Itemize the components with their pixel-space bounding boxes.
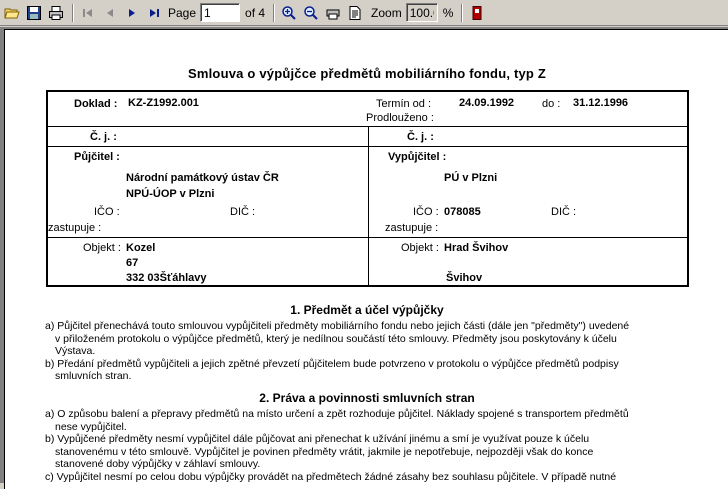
doklad-value: KZ-Z1992.001: [128, 97, 199, 109]
termin-do-value: 31.12.1996: [573, 97, 629, 109]
section-2-text: [45, 408, 685, 483]
zoom-unit: %: [442, 5, 454, 20]
page-total: of 4: [245, 5, 266, 20]
vypujcitel-zastupuje-label: zastupuje :: [385, 222, 439, 234]
section-1-title: 1. Předmět a účel výpůjčky: [290, 303, 444, 317]
pujcitel-name-1: Národní památkový ústav ČR: [126, 172, 279, 184]
toolbar-separator: [273, 4, 275, 22]
vypujcitel-ico-value: 078085: [444, 206, 481, 218]
pujcitel-zastupuje-label: zastupuje :: [48, 222, 102, 234]
section-2-b-line-3: stanovené doby výpůjčky v záhlaví smlouvy.: [55, 458, 261, 470]
divider: [368, 127, 369, 285]
vypujcitel-dic-label: DIČ :: [551, 206, 577, 218]
print-icon[interactable]: [46, 3, 66, 23]
zoom-input[interactable]: [406, 3, 438, 22]
pujcitel-name-2: NPÚ-ÚOP v Plzni: [126, 188, 215, 200]
report-page: [4, 29, 728, 489]
termin-label: Termín od :: [376, 98, 432, 110]
section-1-a-line-1: a) Půjčitel přenechává touto smlouvou vypůjčiteli předměty mobiliárního fondu nebo jejich části (dále jen "předměty") uvedené: [45, 320, 630, 332]
prodlouzeno-label: Prodlouženo :: [366, 112, 434, 124]
pujcitel-dic-label: DIČ :: [230, 206, 256, 218]
exit-icon[interactable]: [467, 3, 487, 23]
vypujcitel-name: PÚ v Plzni: [444, 172, 498, 184]
vypujcitel-label: Vypůjčitel :: [388, 151, 447, 163]
pujcitel-objekt-label: Objekt :: [83, 242, 121, 254]
section-2-title: 2. Práva a povinnosti smluvních stran: [259, 391, 475, 405]
vypujcitel-ico-label: IČO :: [413, 206, 439, 218]
vypujcitel-objekt-line-1: Hrad Švihov: [444, 242, 509, 254]
preview-toolbar: [0, 0, 728, 26]
toolbar-separator: [461, 4, 463, 22]
zoom-out-icon[interactable]: [301, 3, 321, 23]
doklad-label: Doklad :: [74, 98, 118, 110]
zoom-in-icon[interactable]: [279, 3, 299, 23]
section-1-text: [45, 320, 685, 383]
pujcitel-label: Půjčitel :: [74, 151, 120, 163]
last-page-icon[interactable]: [144, 3, 164, 23]
section-2-a-line-1: a) O způsobu balení a přepravy předmětů na místo určení a zpět rozhoduje půjčitel. Náklady spojené s transportem předmětů: [45, 408, 629, 420]
section-2-b-line-2: stanovenému v této smlouvě. Vypůjčitel je povinen předměty vrátit, jakmile je nepotřebuje, nejpozději však do konce: [55, 445, 594, 458]
page-number-input[interactable]: [200, 3, 240, 22]
save-icon[interactable]: [24, 3, 44, 23]
termin-do-label: do :: [542, 98, 561, 110]
pujcitel-objekt-line-3: 332 03Šťáhlavy: [126, 272, 207, 284]
toolbar-separator: [72, 4, 74, 22]
document-title: Smlouva o výpůjčce předmětů mobiliárního fondu, typ Z: [187, 66, 547, 81]
print-preview-icon[interactable]: [323, 3, 343, 23]
pujcitel-objekt-line-1: Kozel: [126, 242, 156, 254]
first-page-icon[interactable]: [78, 3, 98, 23]
page-label: Page: [168, 5, 197, 20]
cj-left-label: Č. j. :: [90, 131, 117, 143]
document-icon[interactable]: [345, 3, 365, 23]
vypujcitel-objekt-label: Objekt :: [401, 242, 439, 254]
cj-right-label: Č. j. :: [407, 131, 434, 143]
next-page-icon[interactable]: [122, 3, 142, 23]
preview-area[interactable]: [0, 27, 728, 483]
termin-od-value: 24.09.1992: [459, 97, 515, 109]
section-1-a-line-2: v přiloženém protokolu o výpůjčce předmětů, který je nedílnou součástí této smlouvy. Předměty jsou poskytovány k účelu: [55, 332, 617, 345]
section-2-a-line-2: nese vypůjčitel.: [55, 420, 127, 433]
vypujcitel-objekt-line-2: Švihov: [446, 272, 483, 284]
section-1-b-line-2: smluvních stran.: [55, 370, 132, 382]
open-icon[interactable]: [2, 3, 22, 23]
section-1-a-line-3: Výstava.: [55, 345, 96, 357]
pujcitel-objekt-line-2: 67: [126, 257, 139, 269]
zoom-label: Zoom: [371, 5, 402, 20]
prev-page-icon[interactable]: [100, 3, 120, 23]
section-2-b-line-1: b) Vypůjčené předměty nesmí vypůjčitel dále půjčovat ani přenechat k užívání jinému a smí je využívat pouze k účelu: [45, 433, 590, 445]
header-box: [46, 90, 689, 287]
section-2-c-line-1: c) Vypůjčitel nesmí po celou dobu výpůjčky provádět na předmětech žádné zásahy bez souhlasu půjčitele. V případě nutné: [45, 470, 617, 483]
section-1-b-line-1: b) Předání předmětů vypůjčiteli a jejich zpětné převzetí půjčitelem bude potvrzeno v protokolu o výpůjčce předmětů podpisy: [45, 357, 619, 370]
pujcitel-ico-label: IČO :: [94, 206, 120, 218]
